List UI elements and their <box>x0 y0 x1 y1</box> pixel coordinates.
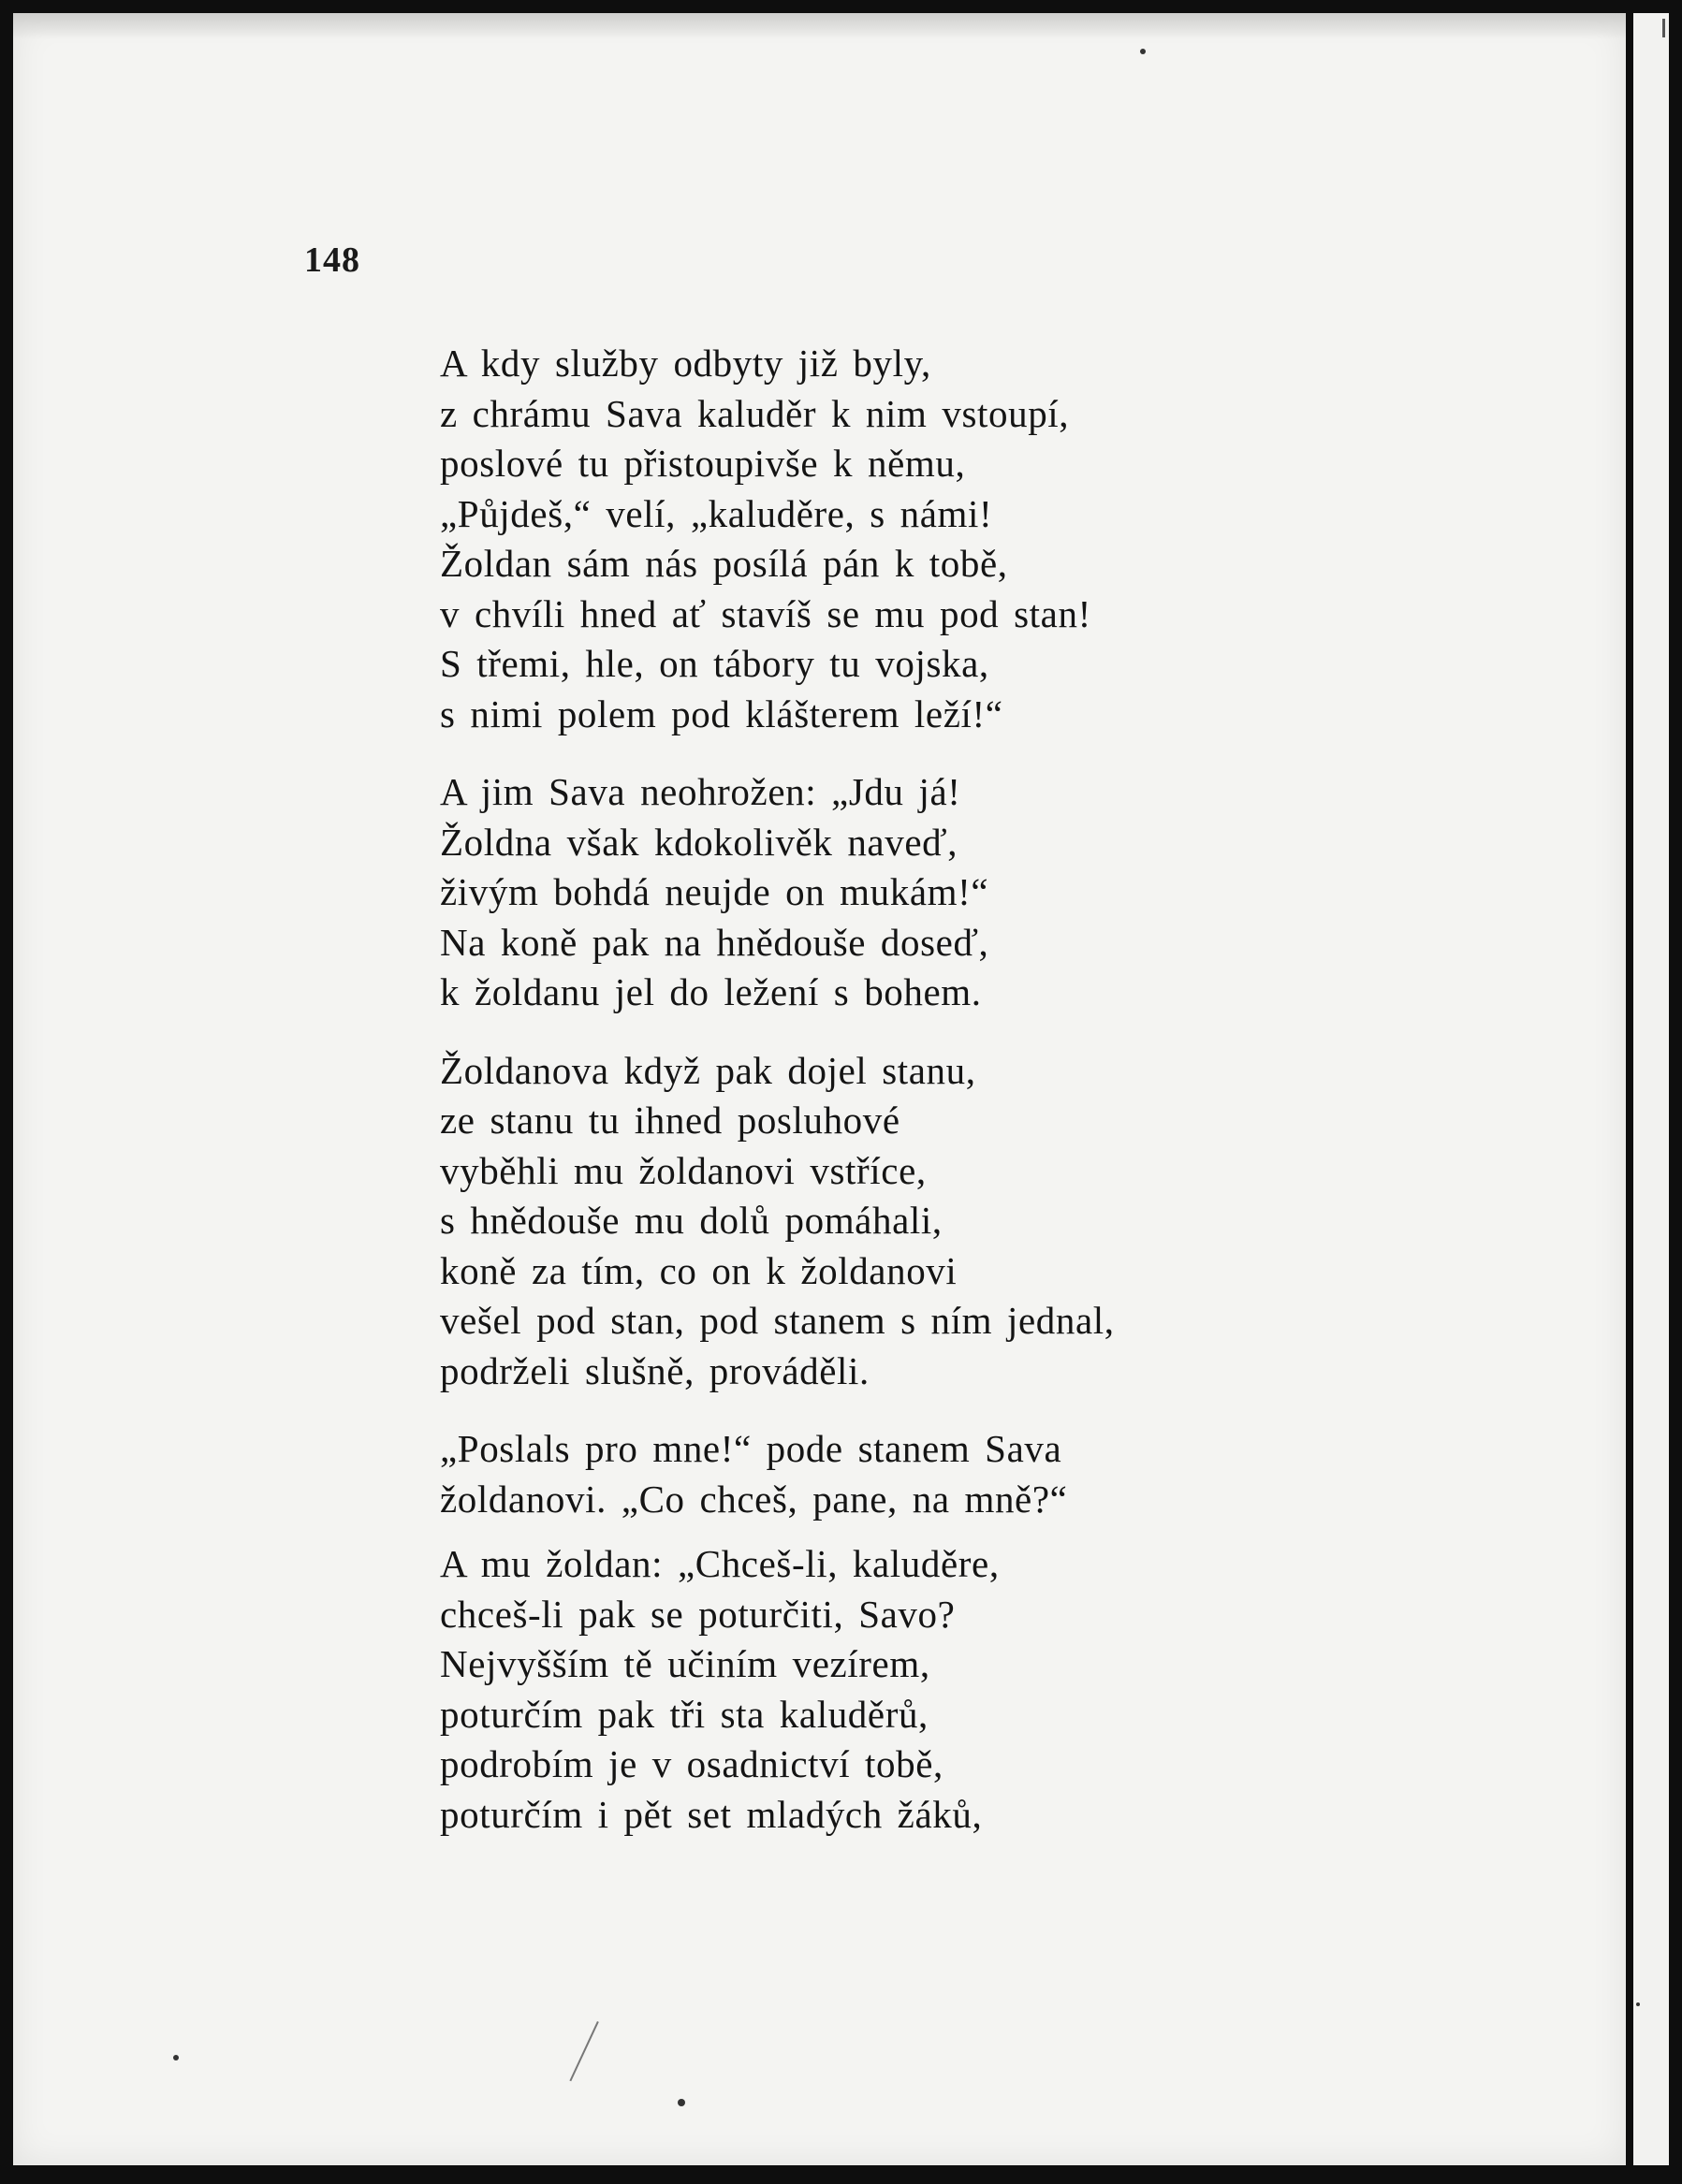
poem-line: s hnědouše mu dolů pomáhali, <box>440 1199 943 1242</box>
poem-line: v chvíli hned ať stavíš se mu pod stan! <box>440 591 1091 635</box>
poem-line: „Poslals pro mne!“ pode stanem Sava <box>440 1427 1062 1470</box>
poem-line: A mu žoldan: „Chceš-li, kaluděre, <box>440 1542 1000 1585</box>
poem-body <box>440 339 1563 1868</box>
poem-stanza <box>440 1424 1563 1524</box>
dust-speck <box>173 2055 179 2060</box>
poem-line: podrželi slušně, prováděli. <box>440 1348 870 1392</box>
poem-line: žoldanovi. „Co chceš, pane, na mně?“ <box>440 1477 1068 1521</box>
poem-line: živým bohdá neujde on mukám!“ <box>440 870 989 913</box>
poem-line: poturčím pak tři sta kaluděrů, <box>440 1692 929 1736</box>
poem-line: podrobím je v osadnictví tobě, <box>440 1742 943 1785</box>
poem-line: vyběhli mu žoldanovi vstříce, <box>440 1148 927 1192</box>
dust-speck <box>1636 2002 1640 2006</box>
poem-line: k žoldanu jel do ležení s bohem. <box>440 970 982 1013</box>
dust-speck <box>1140 49 1146 54</box>
poem-line: koně za tím, co on k žoldanovi <box>440 1248 958 1292</box>
poem-line: z chrámu Sava kaluděr k nim vstoupí, <box>440 391 1070 435</box>
page-number: 148 <box>304 240 360 280</box>
poem-line: chceš-li pak se poturčiti, Savo? <box>440 1592 956 1636</box>
poem-line: Žoldanova když pak dojel stanu, <box>440 1048 976 1092</box>
poem-stanza <box>440 767 1563 1018</box>
poem-line: poturčím i pět set mladých žáků, <box>440 1792 983 1836</box>
poem-line: S třemi, hle, on tábory tu vojska, <box>440 642 989 685</box>
poem-line: Žoldan sám nás posílá pán k tobě, <box>440 542 1008 585</box>
poem-line: vešel pod stan, pod stanem s ním jednal, <box>440 1299 1115 1342</box>
dust-speck <box>678 2099 685 2106</box>
poem-stanza <box>440 1046 1563 1397</box>
adjacent-page-mark <box>1662 19 1665 37</box>
poem-line: s nimi polem pod klášterem leží!“ <box>440 692 1003 735</box>
scan-shadow-edge <box>13 13 1626 39</box>
poem-stanza <box>440 1539 1563 1840</box>
poem-line: ze stanu tu ihned posluhové <box>440 1099 900 1142</box>
adjacent-page-strip <box>1633 13 1669 2165</box>
poem-stanza <box>440 339 1563 739</box>
poem-line: Nejvyšším tě učiním vezírem, <box>440 1642 930 1685</box>
poem-line: poslové tu přistoupivše k němu, <box>440 442 966 485</box>
poem-line: A jim Sava neohrožen: „Jdu já! <box>440 770 961 813</box>
poem-line: A kdy služby odbyty již byly, <box>440 342 931 385</box>
poem-line: Na koně pak na hnědouše doseď, <box>440 920 989 964</box>
poem-line: „Půjdeš,“ velí, „kaluděre, s námi! <box>440 491 993 535</box>
poem-line: Žoldna však kdokolivěk naveď, <box>440 820 958 864</box>
